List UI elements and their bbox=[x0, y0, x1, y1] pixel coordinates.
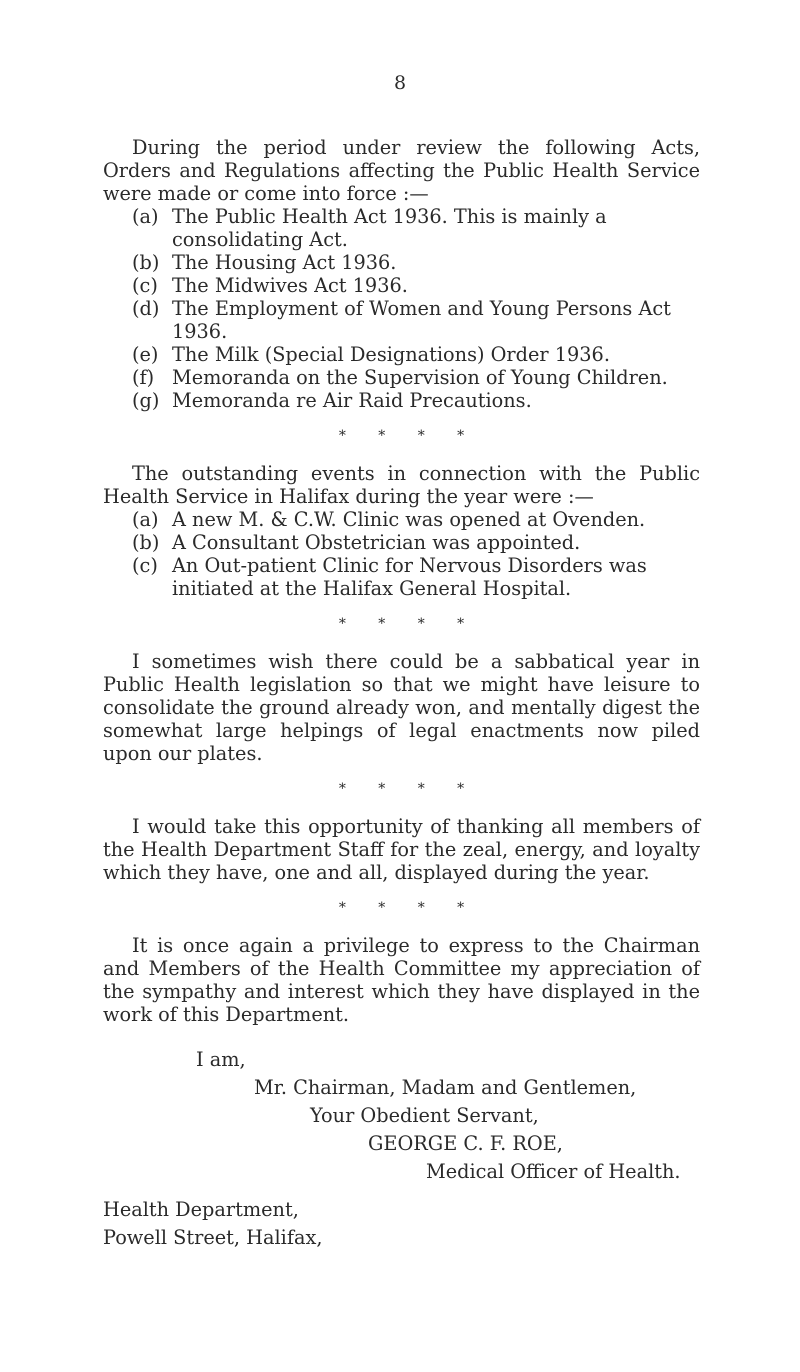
closing-line: Your Obedient Servant, bbox=[310, 1104, 539, 1127]
intro-paragraph: During the period under review the following Acts, Orders and Regulations affecting the Public Health Service were made or come into force :— bbox=[103, 136, 700, 205]
item-text: The Housing Act 1936. bbox=[172, 251, 397, 274]
item-text: The Public Health Act 1936. This is mainly a consolidating Act. bbox=[172, 205, 607, 251]
appreciation-paragraph: It is once again a privilege to express to the Chairman and Members of the Health Committee my appreciation of the sympathy and interest which they have displayed in the work of this Department. bbox=[103, 934, 700, 1026]
item-text: The Milk (Special Designations) Order 1936. bbox=[172, 343, 610, 366]
item-label: (d) bbox=[132, 297, 160, 320]
item-label: (f) bbox=[132, 366, 155, 389]
item-label: (a) bbox=[132, 508, 159, 531]
page-number: 8 bbox=[393, 72, 407, 94]
list-item bbox=[132, 297, 700, 343]
signature-title: Medical Officer of Health. bbox=[426, 1160, 681, 1183]
list-item bbox=[132, 508, 700, 531]
closing-salutation: Mr. Chairman, Madam and Gentlemen, bbox=[254, 1076, 637, 1099]
list-item bbox=[132, 343, 700, 366]
section-separator: * * * * bbox=[338, 900, 479, 916]
page-body bbox=[103, 136, 700, 1252]
item-text: A Consultant Obstetrician was appointed. bbox=[172, 531, 581, 554]
item-label: (b) bbox=[132, 531, 160, 554]
address-line: Health Department, bbox=[103, 1198, 299, 1221]
thanks-paragraph: I would take this opportunity of thanking all members of the Health Department Staff for the zeal, energy, and loyalty which they have, one and all, displayed during the year. bbox=[103, 815, 700, 884]
events-list bbox=[132, 508, 700, 600]
item-label: (e) bbox=[132, 343, 159, 366]
item-label: (c) bbox=[132, 554, 158, 577]
item-text: The Midwives Act 1936. bbox=[172, 274, 408, 297]
address-line: Powell Street, Halifax, bbox=[103, 1226, 323, 1249]
list-item bbox=[132, 554, 700, 600]
list-item bbox=[132, 274, 700, 297]
item-label: (b) bbox=[132, 251, 160, 274]
list-item bbox=[132, 251, 700, 274]
item-text: Memoranda on the Supervision of Young Children. bbox=[172, 366, 668, 389]
item-label: (a) bbox=[132, 205, 159, 228]
item-text: A new M. & C.W. Clinic was opened at Ovenden. bbox=[172, 508, 646, 531]
acts-list bbox=[132, 205, 700, 412]
item-text: Memoranda re Air Raid Precautions. bbox=[172, 389, 532, 412]
item-text: An Out-patient Clinic for Nervous Disorders was initiated at the Halifax General Hospital. bbox=[172, 554, 647, 600]
section-separator: * * * * bbox=[338, 781, 479, 797]
item-label: (c) bbox=[132, 274, 158, 297]
closing-line: I am, bbox=[196, 1048, 246, 1071]
list-item bbox=[132, 531, 700, 554]
item-label: (g) bbox=[132, 389, 160, 412]
address-block bbox=[103, 1196, 700, 1252]
list-item bbox=[132, 366, 700, 389]
list-item bbox=[132, 205, 700, 251]
section-separator: * * * * bbox=[338, 616, 479, 632]
section-separator: * * * * bbox=[338, 428, 479, 444]
list-item bbox=[132, 389, 700, 412]
events-paragraph: The outstanding events in connection with the Public Health Service in Halifax during the year were :— bbox=[103, 462, 700, 508]
letter-closing bbox=[103, 1046, 700, 1186]
sabbatical-paragraph: I sometimes wish there could be a sabbatical year in Public Health legislation so that we might have leisure to consolidate the ground already won, and mentally digest the somewhat large helpings of legal enactments now piled upon our plates. bbox=[103, 650, 700, 765]
item-text: The Employment of Women and Young Persons Act 1936. bbox=[172, 297, 671, 343]
signature-name: GEORGE C. F. ROE, bbox=[368, 1132, 563, 1155]
